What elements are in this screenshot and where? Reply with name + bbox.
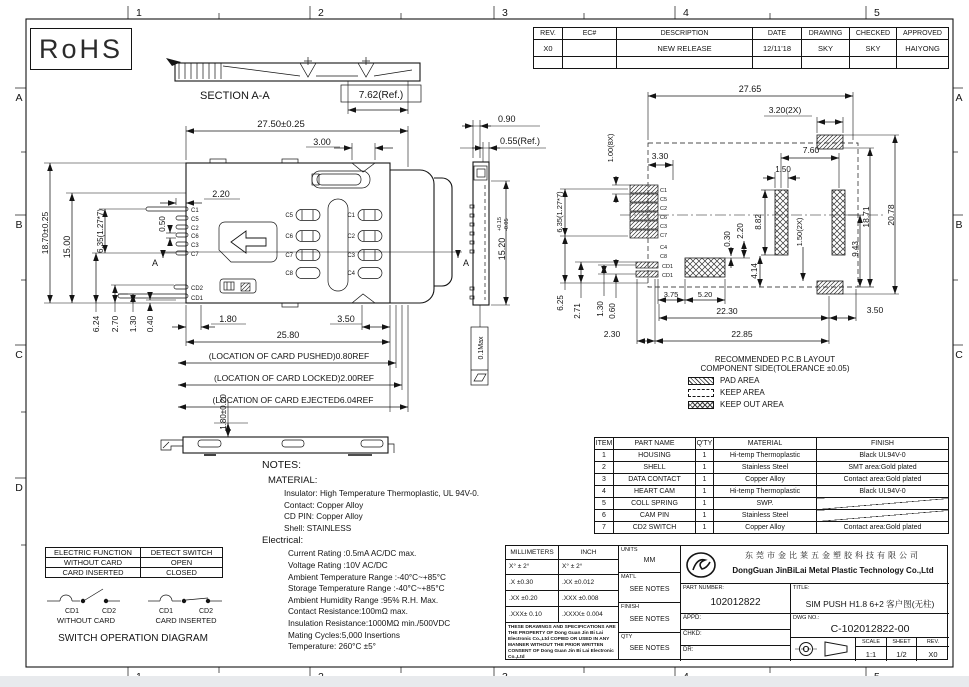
tol-value: .XX ±0.012 bbox=[562, 579, 595, 586]
pcb-legend bbox=[660, 355, 890, 409]
parts-cell: Contact area:Gold plated bbox=[817, 522, 949, 534]
switch-open-symbol bbox=[47, 589, 120, 603]
rev-cell-empty bbox=[534, 57, 563, 69]
parts-cell: 6 bbox=[595, 510, 614, 522]
rev-cell: NEW RELEASE bbox=[617, 40, 753, 57]
dim-300: 3.00 bbox=[313, 137, 331, 147]
dr-label: DR: bbox=[683, 647, 694, 653]
dim-230: 2.30 bbox=[603, 329, 621, 339]
notes-electrical-title: Electrical: bbox=[262, 535, 304, 547]
pin-label: C5 bbox=[191, 217, 199, 223]
dim-loc-pushed: (LOCATION OF CARD PUSHED)0.80REF bbox=[208, 351, 370, 361]
efun-header: ELECTRIC FUNCTION bbox=[46, 548, 141, 558]
zone-col-1: 1 bbox=[136, 7, 142, 19]
pcb-legend-subtitle: COMPONENT SIDE(TOLERANCE ±0.05) bbox=[700, 364, 850, 373]
appd-label: APPD: bbox=[683, 615, 702, 621]
screenshot-bottom-strip bbox=[0, 676, 969, 687]
rohs-mark bbox=[30, 28, 132, 70]
notes-line: Insulation Resistance:1000MΩ min./500VDC bbox=[288, 618, 451, 628]
dim-1520: 15.20 bbox=[497, 237, 507, 261]
dim-1520-tol-minus: -0.05 bbox=[504, 218, 510, 231]
pcb-cd-label: CD1 bbox=[662, 264, 674, 270]
parts-cell-blank bbox=[817, 498, 949, 510]
pcb-layout-view bbox=[555, 84, 899, 344]
parts-cell: 1 bbox=[696, 462, 714, 474]
flatness-icon bbox=[474, 374, 486, 381]
parts-cell: 1 bbox=[696, 498, 714, 510]
parts-header: PART NAME bbox=[614, 438, 696, 450]
parts-cell: Stainless Steel bbox=[714, 510, 817, 522]
switch-operation-diagram bbox=[47, 589, 222, 644]
sheet-label: SHEET bbox=[892, 639, 911, 645]
electric-function-table bbox=[45, 547, 223, 578]
rev-cell-empty bbox=[753, 57, 802, 69]
dim-2750: 27.50±0.25 bbox=[257, 119, 305, 130]
company-name-en: DongGuan JinBiLai Metal Plastic Technology Co.,Ltd bbox=[732, 566, 934, 575]
parts-cell-blank bbox=[817, 510, 949, 522]
notes-line: Shell: STAINLESS bbox=[284, 523, 352, 533]
zone-row-b: B bbox=[15, 219, 23, 231]
pad-area-swatch-icon bbox=[688, 377, 714, 385]
parts-cell: 1 bbox=[696, 450, 714, 462]
section-view-title: SECTION A-A bbox=[200, 90, 270, 102]
pad-label: C6 bbox=[285, 234, 293, 240]
tol-value: X° ± 2° bbox=[509, 563, 530, 570]
tol-header-mm: MILLIMETERS bbox=[510, 549, 554, 556]
rev-cell-empty bbox=[897, 57, 949, 69]
dim-882: 8.82 bbox=[754, 214, 763, 230]
efun-cell: CARD INSERTED bbox=[46, 568, 141, 578]
dim-1870: 18.70±0.25 bbox=[40, 211, 50, 255]
parts-cell: Black UL94V-0 bbox=[817, 486, 949, 498]
zone-col-2: 2 bbox=[318, 7, 324, 19]
rev-cell: SKY bbox=[850, 40, 897, 57]
notes-line: Ambient Humidity Range :95% R.H. Max. bbox=[288, 595, 439, 605]
switch-detail bbox=[220, 279, 256, 293]
dim-625: 6.25 bbox=[556, 295, 565, 311]
units-value: MM bbox=[643, 557, 656, 564]
rev-cell: 12/11'18 bbox=[753, 40, 802, 57]
efun-cell: OPEN bbox=[141, 558, 223, 568]
pcb-pad-label: C7 bbox=[660, 233, 668, 239]
legend-label: KEEP AREA bbox=[720, 388, 765, 397]
company-name-cn: 东莞市金比莱五金塑胶科技有限公司 bbox=[745, 551, 921, 560]
notes-line: Temperature: 260°C ±5° bbox=[288, 642, 376, 652]
zone-col-3: 3 bbox=[502, 7, 508, 19]
qty-label: QTY bbox=[621, 634, 633, 640]
pin-label: C1 bbox=[191, 208, 199, 214]
parts-header: Q'TY bbox=[696, 438, 714, 450]
parts-cell: 5 bbox=[595, 498, 614, 510]
pad-label: C2 bbox=[347, 234, 355, 240]
pin-label: C2 bbox=[191, 226, 199, 232]
pcb-pad-label: C6 bbox=[660, 215, 668, 221]
dim-760: 7.60 bbox=[802, 145, 820, 155]
parts-header: MATERIAL bbox=[714, 438, 817, 450]
switch-caption-left: WITHOUT CARD bbox=[56, 616, 116, 625]
solder-pins bbox=[118, 207, 188, 298]
third-angle-projection-icon bbox=[791, 638, 854, 660]
dim-055: 0.55(Ref.) bbox=[500, 136, 541, 146]
drawing-title-value: SIM PUSH H1.8 6+2 客户图(无柱) bbox=[805, 599, 935, 609]
keep-area-swatch-icon bbox=[688, 389, 714, 397]
part-number-value: 102012822 bbox=[710, 597, 761, 608]
pad-label: C7 bbox=[285, 253, 293, 259]
notes-line: Storage Temperature Range :-40°C~+85°C bbox=[288, 584, 445, 594]
efun-header: DETECT SWITCH bbox=[141, 548, 223, 558]
section-view bbox=[166, 57, 421, 114]
notes-line: Voltage Rating :10V AC/DC bbox=[288, 560, 388, 570]
legend-item-pad bbox=[688, 376, 890, 385]
keep-out-bar bbox=[775, 190, 788, 255]
dim-1871: 18.71 bbox=[861, 206, 871, 228]
pin-label: CD1 bbox=[191, 296, 204, 302]
legend-item-keep bbox=[688, 388, 890, 397]
units-label: UNITS bbox=[621, 547, 638, 553]
legend-label: PAD AREA bbox=[720, 376, 760, 385]
pad-area-bottom bbox=[817, 281, 843, 294]
dim-040: 0.40 bbox=[145, 315, 155, 333]
pcb-pad-label: C4 bbox=[660, 245, 668, 251]
zone-row-b-right: B bbox=[955, 219, 963, 231]
parts-cell: 1 bbox=[696, 486, 714, 498]
title-block bbox=[505, 545, 948, 660]
pcb-cd-label: CD1 bbox=[662, 273, 674, 279]
pad-area-top bbox=[817, 135, 843, 149]
parts-cell: Contact area:Gold plated bbox=[817, 474, 949, 486]
finish-label: FINISH bbox=[621, 604, 640, 610]
revision-table bbox=[533, 27, 949, 69]
zone-col-4: 4 bbox=[683, 7, 689, 19]
parts-cell: COLL SPRING bbox=[614, 498, 696, 510]
parts-cell: Copper Alloy bbox=[714, 474, 817, 486]
parts-cell: 2 bbox=[595, 462, 614, 474]
tol-value: .XXX ±0.008 bbox=[562, 595, 599, 602]
parts-cell: 1 bbox=[696, 474, 714, 486]
dim-050: 0.50 bbox=[158, 216, 167, 232]
notes-line: Contact Resistance:100mΩ max. bbox=[288, 607, 408, 617]
tol-value: .XX ±0.20 bbox=[509, 595, 538, 602]
dim-350-pcb: 3.50 bbox=[866, 305, 884, 315]
rev-cell-empty bbox=[563, 57, 617, 69]
dim-030: 0.30 bbox=[723, 231, 732, 247]
pcb-legend-title: RECOMMENDED P.C.B LAYOUT bbox=[714, 355, 836, 364]
rev-label: REV. bbox=[926, 639, 940, 645]
section-marker-a: A bbox=[463, 258, 470, 268]
dim-2078: 20.78 bbox=[886, 204, 896, 226]
matl-value: SEE NOTES bbox=[629, 586, 670, 593]
parts-cell: HEART CAM bbox=[614, 486, 696, 498]
rev-header: DATE bbox=[753, 28, 802, 40]
rev-header: APPROVED bbox=[897, 28, 949, 40]
title-label: TITLE: bbox=[793, 585, 810, 591]
dim-130-pcb: 1.30 bbox=[596, 301, 605, 317]
legend-item-keepout bbox=[688, 400, 890, 409]
pcb-pad-label: C1 bbox=[660, 188, 668, 194]
dim-320: 3.20(2X) bbox=[768, 105, 802, 115]
parts-cell: 4 bbox=[595, 486, 614, 498]
rev-cell-empty bbox=[850, 57, 897, 69]
pcb-pad-label: C3 bbox=[660, 224, 668, 230]
parts-cell: SHELL bbox=[614, 462, 696, 474]
tol-value: .X ±0.30 bbox=[509, 579, 534, 586]
pad-label: C4 bbox=[347, 271, 355, 277]
contact-pads bbox=[296, 210, 382, 279]
dim-2765: 27.65 bbox=[738, 84, 762, 94]
tol-value: X° ± 2° bbox=[562, 563, 583, 570]
notes-line: Current Rating :0.5mA AC/DC max. bbox=[288, 549, 417, 559]
dim-635: 6.35(1.27*7) bbox=[96, 208, 105, 254]
pad-label: C1 bbox=[347, 213, 355, 219]
dim-271: 2.71 bbox=[573, 303, 582, 319]
dim-100-8x: 1.00(8X) bbox=[606, 133, 615, 163]
zone-row-d: D bbox=[15, 482, 23, 494]
dim-180-020: 1.80±0.20 bbox=[219, 394, 228, 430]
rev-cell: X0 bbox=[534, 40, 563, 57]
zone-row-c-right: C bbox=[955, 349, 963, 361]
rev-header: EC# bbox=[563, 28, 617, 40]
switch-cd1-label: CD1 bbox=[158, 608, 174, 615]
sheet-value: 1/2 bbox=[896, 650, 907, 659]
dim-520: 5.20 bbox=[697, 290, 713, 299]
legend-label: KEEP OUT AREA bbox=[720, 400, 784, 409]
flatness-value: 0.1Max bbox=[478, 336, 485, 360]
notes-material-title: MATERIAL: bbox=[268, 475, 318, 486]
section-marker-a: A bbox=[152, 258, 159, 268]
parts-table bbox=[594, 437, 949, 534]
side-view bbox=[460, 114, 546, 385]
parts-cell: HOUSING bbox=[614, 450, 696, 462]
rohs-label: RoHS bbox=[38, 33, 124, 64]
pad-label: C3 bbox=[347, 253, 355, 259]
dim-180: 1.80 bbox=[219, 314, 237, 324]
rev-cell: HAIYONG bbox=[897, 40, 949, 57]
zone-col-5: 5 bbox=[874, 7, 880, 19]
pin-label: C3 bbox=[191, 243, 199, 249]
parts-cell: 1 bbox=[696, 522, 714, 534]
pad-label: C5 bbox=[285, 213, 293, 219]
parts-cell: DATA CONTACT bbox=[614, 474, 696, 486]
dim-270: 2.70 bbox=[110, 315, 120, 333]
rev-header: REV. bbox=[534, 28, 563, 40]
dwg-no-label: DWG NO.: bbox=[793, 615, 820, 621]
qty-value: SEE NOTES bbox=[629, 645, 670, 652]
parts-cell: 1 bbox=[595, 450, 614, 462]
rev-header: CHECKED bbox=[850, 28, 897, 40]
rev-header: DESCRIPTION bbox=[617, 28, 753, 40]
notes-line: Contact: Copper Alloy bbox=[284, 500, 364, 510]
keep-out-bar bbox=[832, 190, 845, 255]
parts-cell: Black UL94V-0 bbox=[817, 450, 949, 462]
keep-out-block bbox=[685, 258, 725, 277]
dim-330: 3.30 bbox=[651, 151, 669, 161]
dim-943: 9.43 bbox=[851, 241, 860, 257]
rev-cell-empty bbox=[617, 57, 753, 69]
parts-cell: Hi-temp Thermoplastic bbox=[714, 486, 817, 498]
finish-value: SEE NOTES bbox=[629, 616, 670, 623]
switch-closed-symbol bbox=[148, 595, 222, 603]
pad-label: C8 bbox=[285, 271, 293, 277]
dim-2285: 22.85 bbox=[731, 329, 753, 339]
efun-cell: CLOSED bbox=[141, 568, 223, 578]
dim-loc-ejected: (LOCATION OF CARD EJECTED6.04REF bbox=[212, 395, 374, 405]
parts-cell: CD2 SWITCH bbox=[614, 522, 696, 534]
dim-090: 0.90 bbox=[498, 114, 516, 124]
notes-title: NOTES: bbox=[262, 459, 302, 471]
switch-caption-right: CARD INSERTED bbox=[155, 616, 217, 625]
pin-label: C7 bbox=[191, 252, 199, 258]
scale-value: 1:1 bbox=[865, 650, 877, 659]
chkd-label: CHKD: bbox=[683, 631, 702, 637]
dim-loc-locked: (LOCATION OF CARD LOCKED)2.00REF bbox=[214, 373, 374, 383]
pin-label: C6 bbox=[191, 234, 199, 240]
pcb-pad-label: C2 bbox=[660, 206, 668, 212]
rev-cell-empty bbox=[802, 57, 850, 69]
matl-label: MAT'L bbox=[621, 574, 637, 580]
part-number-label: PART NUMBER: bbox=[683, 585, 724, 591]
dim-2580: 25.80 bbox=[276, 330, 300, 340]
parts-header: ITEM bbox=[595, 438, 614, 450]
parts-header: FINISH bbox=[817, 438, 949, 450]
dim-150: 1.50 bbox=[775, 165, 791, 174]
parts-cell: Copper Alloy bbox=[714, 522, 817, 534]
zone-row-a-right: A bbox=[955, 92, 963, 104]
dim-414: 4.14 bbox=[750, 263, 759, 279]
main-view bbox=[40, 119, 469, 437]
parts-cell: Stainless Steel bbox=[714, 462, 817, 474]
parts-cell: CAM PIN bbox=[614, 510, 696, 522]
tol-value: .XXXX± 0.004 bbox=[562, 611, 603, 618]
dim-060: 0.60 bbox=[608, 303, 617, 319]
parts-cell: 3 bbox=[595, 474, 614, 486]
dim-1520-tol-plus: +0.15 bbox=[497, 217, 503, 231]
switch-cd2-label: CD2 bbox=[101, 608, 117, 615]
dim-2230: 22.30 bbox=[716, 306, 738, 316]
notes-line: Ambient Temperature Range :-40°C~+85°C bbox=[288, 572, 446, 582]
parts-cell: SWP. bbox=[714, 498, 817, 510]
dim-1500: 15.00 bbox=[62, 235, 72, 259]
pcb-pad-label: C5 bbox=[660, 197, 668, 203]
rev-header: DRAWING bbox=[802, 28, 850, 40]
insert-arrow-icon bbox=[231, 231, 266, 253]
dim-350: 3.50 bbox=[337, 314, 355, 324]
rev-cell: SKY bbox=[802, 40, 850, 57]
parts-cell: Hi-temp Thermoplastic bbox=[714, 450, 817, 462]
notes-line: CD PIN: Copper Alloy bbox=[284, 512, 363, 522]
pcb-contact-pads bbox=[630, 185, 658, 277]
dim-220-pcb: 2.20 bbox=[736, 223, 745, 239]
company-logo-icon bbox=[685, 550, 719, 580]
parts-cell: SMT area:Gold plated bbox=[817, 462, 949, 474]
dim-220: 2.20 bbox=[212, 189, 230, 199]
dwg-no-value: C-102012822-00 bbox=[830, 623, 910, 635]
dim-635-pcb: 6.35(1.27*7) bbox=[555, 191, 564, 233]
zone-row-a: A bbox=[15, 92, 23, 104]
tol-value: .XXX± 0.10 bbox=[509, 611, 542, 618]
switch-cd2-label: CD2 bbox=[198, 608, 214, 615]
dim-375: 3.75 bbox=[663, 290, 679, 299]
parts-cell: 7 bbox=[595, 522, 614, 534]
notes-line: Mating Cycles:5,000 Insertions bbox=[288, 630, 400, 640]
notes-line: Insulator: High Temperature Thermoplastic, UL 94V-0. bbox=[284, 489, 480, 498]
pcb-pad-label: C8 bbox=[660, 254, 668, 260]
bottom-view bbox=[161, 437, 394, 455]
rev-value: X0 bbox=[928, 650, 938, 659]
dim-150-2x: 1.50(2X) bbox=[795, 217, 804, 247]
switch-cd1-label: CD1 bbox=[64, 608, 80, 615]
tol-header-inch: INCH bbox=[580, 549, 597, 556]
parts-cell: 1 bbox=[696, 510, 714, 522]
scale-label: SCALE bbox=[861, 639, 881, 645]
zone-row-c: C bbox=[15, 349, 23, 361]
dim-130: 1.30 bbox=[128, 315, 138, 333]
disclaimer-text: THESE DRAWINGS AND SPECIFICATIONS ARE THE PROPERTY OF Dong Guan Jin Bi Lai Electronic Co.,Ltd COPIED OR USED IN ANY MANNER WITHOUT THE PRIOR WRITTEN CONSENT OF Dong Guan Jin Bi Lai Electronic Co.,Ltd bbox=[508, 625, 616, 659]
switch-diagram-title: SWITCH OPERATION DIAGRAM bbox=[58, 633, 208, 644]
keep-out-area-swatch-icon bbox=[688, 401, 714, 409]
dim-624: 6.24 bbox=[91, 315, 101, 333]
rev-cell bbox=[563, 40, 617, 57]
dim-762-ref: 7.62(Ref.) bbox=[358, 90, 404, 101]
pin-label: CD2 bbox=[191, 286, 204, 292]
efun-cell: WITHOUT CARD bbox=[46, 558, 141, 568]
